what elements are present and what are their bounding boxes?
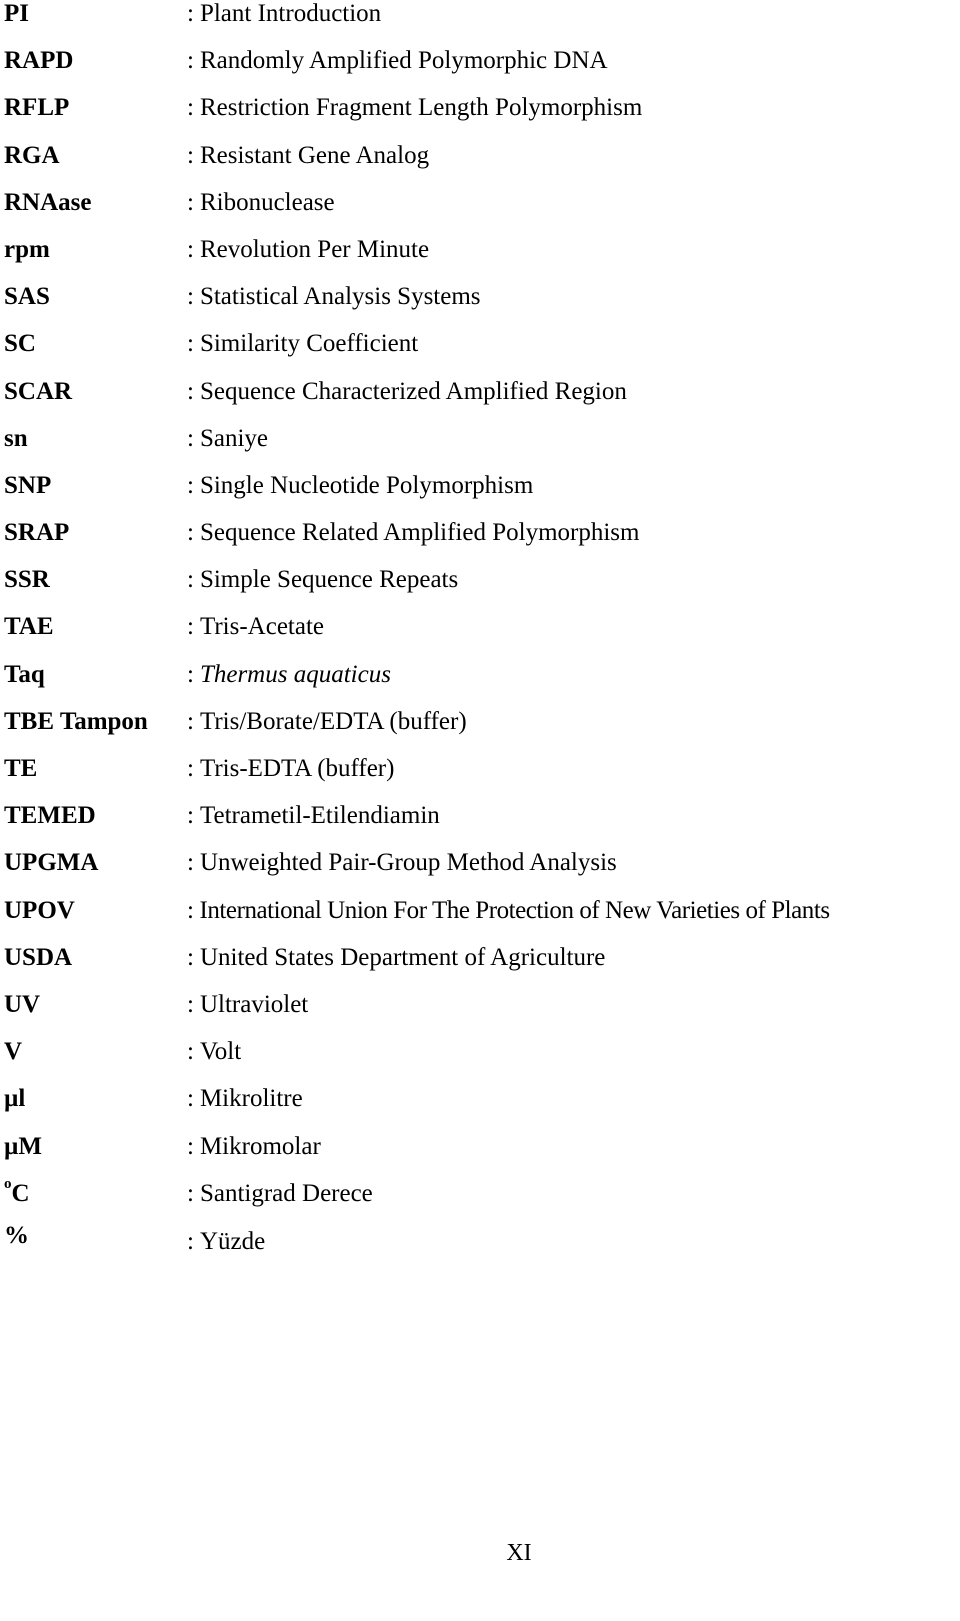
abbreviation-definition: : Revolution Per Minute	[187, 235, 430, 263]
abbreviation-row-srap	[4, 509, 954, 556]
abbreviation-row-rga	[4, 132, 954, 179]
abbreviation-definition: : Mikrolitre	[187, 1085, 303, 1113]
abbreviation-term: SCAR	[4, 377, 73, 405]
abbreviation-term: UPOV	[4, 896, 75, 924]
separator: :	[187, 660, 194, 688]
abbreviation-row-rapd	[4, 37, 954, 84]
abbreviation-term: UV	[4, 990, 41, 1018]
separator: :	[187, 943, 194, 971]
abbreviation-row-microliter	[4, 1075, 954, 1122]
separator: :	[187, 47, 194, 75]
abbreviation-definition: : Statistical Analysis Systems	[187, 283, 481, 311]
abbreviation-term: USDA	[4, 943, 73, 971]
separator: :	[187, 330, 194, 358]
abbreviation-term: TAE	[4, 613, 54, 641]
page-number: XI	[506, 1540, 532, 1566]
abbreviation-definition: : Sequence Characterized Amplified Region	[187, 377, 627, 405]
abbreviation-row-sas	[4, 273, 954, 320]
abbreviation-row-v	[4, 1028, 954, 1075]
abbreviation-row-pi	[4, 0, 954, 37]
abbreviation-row-celsius	[4, 1170, 954, 1217]
abbreviation-definition: : Ultraviolet	[187, 990, 309, 1018]
abbreviation-definition: : Tetrametil-Etilendiamin	[187, 802, 440, 830]
abbreviation-definition: : Mikromolar	[187, 1132, 321, 1160]
separator: :	[187, 849, 194, 877]
abbreviation-row-uv	[4, 981, 954, 1028]
abbreviation-term: sn	[4, 424, 28, 452]
abbreviation-term: SSR	[4, 566, 50, 594]
abbreviation-term: TBE Tampon	[4, 707, 148, 735]
separator: :	[187, 471, 194, 499]
separator: :	[187, 755, 194, 782]
abbreviation-definition: : Tris-EDTA (buffer)	[187, 755, 395, 782]
abbreviation-definition: : Ribonuclease	[187, 188, 335, 216]
abbreviation-row-ssr	[4, 556, 954, 603]
separator: :	[187, 235, 194, 263]
abbreviation-definition: : Simple Sequence Repeats	[187, 566, 459, 594]
abbreviation-term: V	[4, 1038, 23, 1066]
abbreviation-term: SNP	[4, 471, 52, 499]
abbreviation-row-snp	[4, 462, 954, 509]
abbreviation-term: SRAP	[4, 519, 70, 547]
abbreviation-row-tbe-tampon	[4, 698, 954, 745]
abbreviation-definition: : Similarity Coefficient	[187, 330, 419, 358]
abbreviation-row-te	[4, 745, 954, 792]
abbreviation-definition: : Yüzde	[187, 1227, 266, 1255]
abbreviation-row-sn	[4, 415, 954, 462]
abbreviation-row-percent	[4, 1217, 954, 1267]
abbreviation-row-upgma	[4, 839, 954, 886]
abbreviation-term: SC	[4, 330, 36, 358]
separator: :	[187, 1179, 194, 1207]
abbreviation-definition: : Saniye	[187, 424, 268, 452]
separator: :	[187, 896, 194, 924]
abbreviation-term: µM	[4, 1132, 43, 1160]
abbreviation-term: $^o$C	[4, 1176, 30, 1207]
abbreviation-row-rpm	[4, 226, 954, 273]
abbreviation-term: RAPD	[4, 47, 74, 75]
abbreviation-definition: : Santigrad Derece	[187, 1179, 373, 1207]
abbreviation-term: µl	[4, 1085, 26, 1113]
separator: :	[187, 424, 194, 452]
separator: :	[187, 519, 194, 547]
abbreviation-row-micromolar	[4, 1123, 954, 1170]
abbreviation-term: %	[4, 1221, 29, 1249]
separator: :	[187, 0, 194, 27]
separator: :	[187, 141, 194, 169]
separator: :	[187, 1038, 194, 1066]
abbreviation-row-scar	[4, 368, 954, 415]
separator: :	[187, 613, 194, 641]
abbreviation-definition: : Single Nucleotide Polymorphism	[187, 471, 534, 499]
abbreviation-definition: : Volt	[187, 1038, 242, 1066]
separator: :	[187, 802, 194, 830]
abbreviation-row-rnaase	[4, 179, 954, 226]
abbreviation-term: TE	[4, 755, 38, 782]
abbreviation-definition: : Sequence Related Amplified Polymorphism	[187, 519, 640, 547]
abbreviation-definition: : Thermus aquaticus	[187, 660, 391, 688]
abbreviation-list	[4, 0, 954, 1267]
abbreviation-row-usda	[4, 934, 954, 981]
abbreviation-term: Taq	[4, 660, 45, 688]
separator: :	[187, 188, 194, 216]
abbreviation-definition: : International Union For The Protection of New Varieties of Plants	[187, 896, 830, 924]
abbreviation-row-upov	[4, 887, 954, 934]
abbreviation-definition: : Restriction Fragment Length Polymorphism	[187, 94, 643, 122]
separator: :	[187, 1085, 194, 1113]
abbreviation-term: rpm	[4, 235, 50, 263]
separator: :	[187, 990, 194, 1018]
separator: :	[187, 1227, 194, 1255]
abbreviation-definition: : Plant Introduction	[187, 0, 382, 27]
abbreviation-term: SAS	[4, 283, 50, 311]
abbreviation-definition: : Unweighted Pair-Group Method Analysis	[187, 849, 617, 877]
separator: :	[187, 283, 194, 311]
separator: :	[187, 1132, 194, 1160]
abbreviation-term: RFLP	[4, 94, 70, 122]
separator: :	[187, 94, 194, 122]
abbreviation-definition: : Resistant Gene Analog	[187, 141, 430, 169]
abbreviation-row-taq	[4, 651, 954, 698]
abbreviation-definition: : Randomly Amplified Polymorphic DNA	[187, 47, 608, 75]
abbreviation-term: RGA	[4, 141, 60, 169]
separator: :	[187, 377, 194, 405]
abbreviation-definition: : Tris/Borate/EDTA (buffer)	[187, 707, 467, 735]
abbreviation-row-tae	[4, 603, 954, 650]
abbreviation-row-temed	[4, 792, 954, 839]
abbreviation-row-sc	[4, 320, 954, 367]
separator: :	[187, 707, 194, 735]
abbreviation-term: TEMED	[4, 802, 96, 830]
abbreviation-definition: : United States Department of Agriculture	[187, 943, 606, 971]
abbreviation-row-rflp	[4, 84, 954, 131]
abbreviation-term: RNAase	[4, 188, 92, 216]
abbreviation-definition: : Tris-Acetate	[187, 613, 325, 641]
abbreviation-term: UPGMA	[4, 849, 99, 877]
abbreviation-term: PI	[4, 0, 29, 27]
degree-superscript: o	[4, 1176, 12, 1193]
separator: :	[187, 566, 194, 594]
